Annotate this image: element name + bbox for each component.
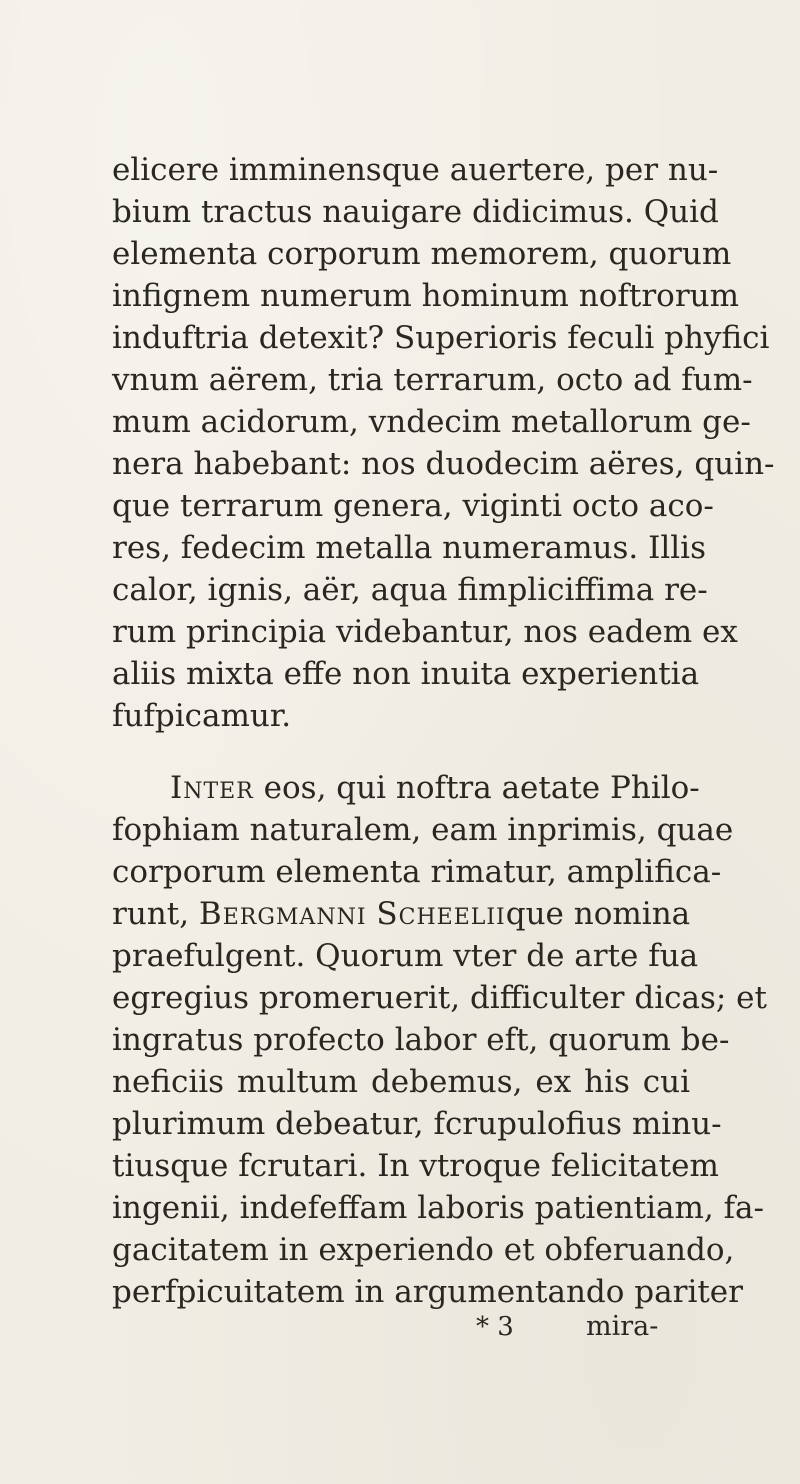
text-line: corporum elementa rimatur, amplifica- — [112, 854, 722, 890]
text-line-names — [112, 894, 690, 934]
text-line: calor, ignis, aër, aqua fimpliciffima re- — [112, 572, 708, 608]
text-line: infignem numerum hominum noftrorum — [112, 278, 740, 314]
text-line: ingenii, indefeffam laboris patientiam, fa- — [112, 1190, 765, 1226]
text-line: res, fedecim metalla numeramus. Illis — [112, 530, 707, 566]
text-line: mum acidorum, vndecim metallorum ge- — [112, 404, 751, 440]
text-line: vnum aërem, tria terrarum, octo ad fum- — [112, 362, 753, 398]
text-line: neficiis multum debemus, ex his cui — [112, 1064, 690, 1100]
text-line: aliis mixta effe non inuita experientia — [112, 656, 700, 692]
text-line: ingratus profecto labor eft, quorum be- — [112, 1022, 730, 1058]
catchword: mira- — [586, 1311, 659, 1342]
text-line: plurimum debeatur, fcrupulofius minu- — [112, 1106, 722, 1142]
text-line: rum principia videbantur, nos eadem ex — [112, 614, 738, 650]
text-fragment: que nomina — [505, 896, 691, 932]
text-fragment: eos, qui noftra aetate Philo- — [253, 770, 700, 806]
drop-word: Inter — [170, 770, 254, 806]
text-line: nera habebant: nos duodecim aëres, quin- — [112, 446, 775, 482]
text-line: fophiam naturalem, eam inprimis, quae — [112, 812, 734, 848]
text-line: fufpicamur. — [112, 698, 292, 734]
signature-mark: * 3 — [476, 1312, 514, 1342]
text-fragment: runt, — [112, 896, 199, 932]
text-line: gacitatem in experiendo et obferuando, — [112, 1232, 735, 1268]
text-line: elicere imminensque auertere, per nu- — [112, 152, 719, 188]
text-line: perfpicuitatem in argumentando pariter — [112, 1274, 743, 1310]
text-line: praefulgent. Quorum vter de arte fua — [112, 938, 699, 974]
text-line-first — [170, 768, 700, 808]
text-line: bium tractus nauigare didicimus. Quid — [112, 194, 719, 230]
text-line: tiusque fcrutari. In vtroque felicitatem — [112, 1148, 719, 1184]
author-name-scheele: Scheelii — [376, 896, 506, 932]
text-line: que terrarum genera, viginti octo aco- — [112, 488, 714, 524]
author-name-bergmann: Bergmanni — [198, 896, 367, 932]
text-line: egregius promeruerit, difficulter dicas; et — [112, 980, 767, 1016]
text-line: elementa corporum memorem, quorum — [112, 236, 732, 272]
text-line: induftria detexit? Superioris feculi phyfici — [112, 320, 770, 356]
